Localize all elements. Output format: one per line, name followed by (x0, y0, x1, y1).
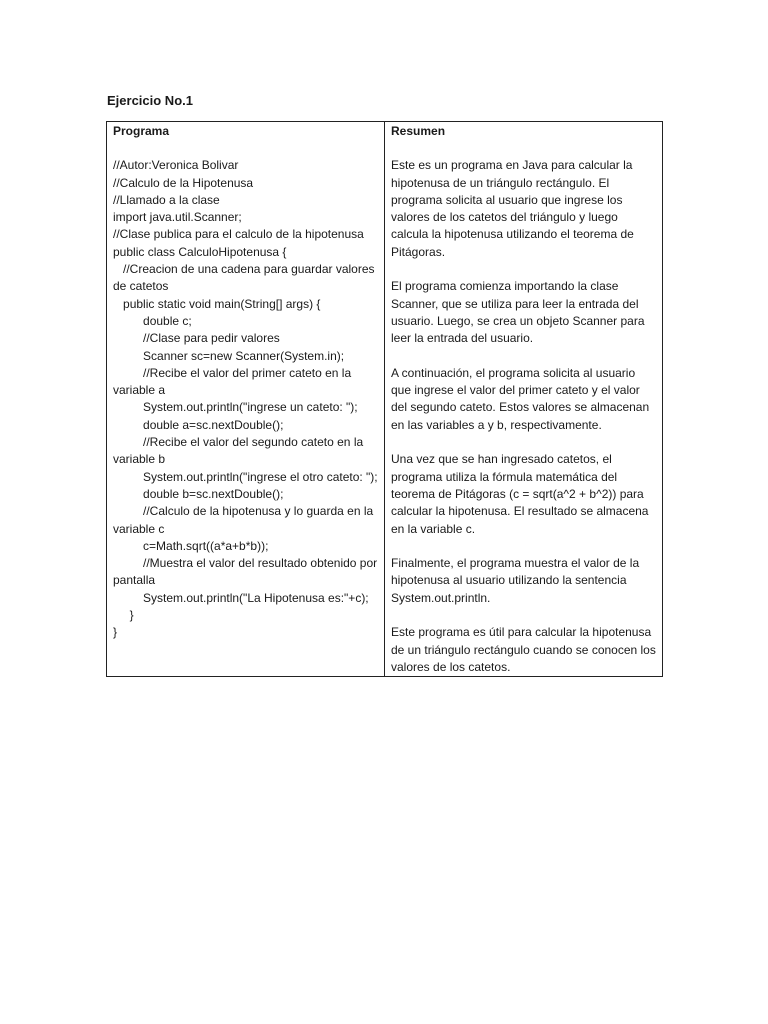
summary-paragraph: Finalmente, el programa muestra el valor de la hipotenusa al usuario utilizando la sentencia System.out.println. (391, 556, 640, 605)
summary-paragraph: Este es un programa en Java para calcular la hipotenusa de un triángulo rectángulo. El programa solicita al usuario que ingrese los valores de los catetos del triángulo y luego calcula la hipotenusa utilizando el teorema de Pitágoras. (391, 158, 634, 259)
table-row (107, 122, 663, 677)
code-line: System.out.println("ingrese el otro cateto: "); (113, 469, 378, 484)
code-line: //Calculo de la Hipotenusa (113, 175, 254, 190)
code-line: } (113, 625, 118, 640)
code-line: double c; (113, 313, 192, 328)
code-line: //Muestra el valor del resultado obtenido por pantalla (113, 556, 381, 588)
code-line: c=Math.sqrt((a*a+b*b)); (113, 538, 269, 553)
summary-paragraph: Una vez que se han ingresado catetos, el programa utiliza la fórmula matemática del teorema de Pitágoras (c = sqrt(a^2 + b^2)) para calcular la hipotenusa. El resultado se almacena en la variable c. (391, 452, 649, 536)
summary-paragraph: Este programa es útil para calcular la hipotenusa de un triángulo rectángulo cuando se conocen los valores de los catetos. (391, 625, 656, 674)
exercise-table (106, 121, 663, 677)
summary-column-header: Resumen (391, 124, 446, 138)
code-line: //Autor:Veronica Bolivar (113, 158, 239, 173)
spacer (391, 607, 656, 624)
program-column (107, 122, 385, 677)
code-line: //Clase para pedir valores (113, 331, 280, 346)
code-line: //Calculo de la hipotenusa y lo guarda en la variable c (113, 504, 377, 536)
spacer (391, 538, 656, 555)
code-line: System.out.println("ingrese un cateto: "); (113, 400, 358, 415)
spacer (391, 261, 656, 278)
code-line: import java.util.Scanner; (113, 210, 242, 225)
spacer (391, 348, 656, 365)
code-line: public static void main(String[] args) { (113, 296, 321, 311)
code-line: //Recibe el valor del primer cateto en la variable a (113, 365, 355, 398)
summary-paragraph: El programa comienza importando la clase Scanner, que se utiliza para leer la entrada del usuario. Luego, se crea un objeto Scanner para leer la entrada del usuario. (391, 279, 645, 346)
code-line: double a=sc.nextDouble(); (113, 417, 284, 432)
code-line: System.out.println("La Hipotenusa es:"+c); (113, 590, 369, 605)
code-line: public class CalculoHipotenusa { (113, 244, 287, 259)
code-line: } (113, 608, 134, 623)
code-line: //Recibe el valor del segundo cateto en la variable b (113, 435, 367, 467)
code-line: //Llamado a la clase (113, 192, 220, 207)
spacer (113, 140, 378, 157)
code-line: double b=sc.nextDouble(); (113, 486, 284, 501)
code-line: //Clase publica para el calculo de la hipotenusa (113, 227, 364, 242)
code-line: Scanner sc=new Scanner(System.in); (113, 348, 345, 363)
program-column-header: Programa (113, 124, 170, 138)
code-block (113, 157, 381, 641)
code-line: //Creacion de una cadena para guardar valores de catetos (113, 262, 378, 294)
summary-column (385, 122, 663, 677)
summary-paragraph: A continuación, el programa solicita al usuario que ingrese el valor del primer cateto y el valor del segundo cateto. Estos valores se almacenan en las variables a y b, respectivamente. (391, 365, 650, 432)
spacer (391, 140, 656, 157)
spacer (391, 434, 656, 451)
page-title: Ejercicio No.1 (107, 93, 193, 108)
